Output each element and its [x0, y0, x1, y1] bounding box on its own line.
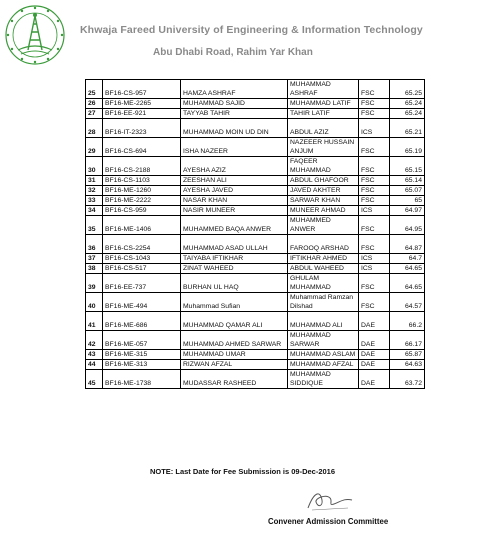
- university-address: Abu Dhabi Road, Rahim Yar Khan: [153, 47, 313, 58]
- marks-cell: 65.24: [390, 99, 425, 109]
- qualification-cell: DAE: [359, 331, 390, 350]
- qualification-cell: FSC: [359, 176, 390, 186]
- qualification-cell: ICS: [359, 206, 390, 216]
- table-row: [86, 216, 425, 235]
- table-row: [86, 370, 425, 389]
- qualification-cell: FSC: [359, 99, 390, 109]
- student-name-cell: BURHAN UL HAQ: [181, 274, 288, 293]
- qualification-cell: DAE: [359, 370, 390, 389]
- table-row: [86, 206, 425, 216]
- father-name-cell: MUHAMMAD SIDDIQUE: [288, 370, 359, 389]
- father-name-cell: MUHAMMAD ASHRAF: [288, 80, 359, 99]
- table-row: [86, 80, 425, 99]
- convener-title: Convener Admission Committee: [268, 517, 389, 526]
- serial-number-cell: 39: [86, 274, 103, 293]
- qualification-cell: DAE: [359, 360, 390, 370]
- marks-cell: 65.24: [390, 109, 425, 119]
- marks-cell: 64.65: [390, 264, 425, 274]
- student-name-cell: MUHAMMAD AHMED SARWAR: [181, 331, 288, 350]
- serial-number-cell: 36: [86, 235, 103, 254]
- roll-number-cell: BF16-ME-313: [103, 360, 181, 370]
- serial-number-cell: 26: [86, 99, 103, 109]
- qualification-cell: ICS: [359, 254, 390, 264]
- father-name-cell: MUHAMMAD SARWAR: [288, 331, 359, 350]
- serial-number-cell: 37: [86, 254, 103, 264]
- marks-cell: 65.14: [390, 176, 425, 186]
- qualification-cell: FSC: [359, 109, 390, 119]
- father-name-cell: SARWAR KHAN: [288, 196, 359, 206]
- father-name-cell: FAROOQ ARSHAD: [288, 235, 359, 254]
- roll-number-cell: BF16-EE-737: [103, 274, 181, 293]
- qualification-cell: ICS: [359, 119, 390, 138]
- marks-cell: 64.87: [390, 235, 425, 254]
- qualification-cell: FSC: [359, 293, 390, 312]
- qualification-cell: FSC: [359, 80, 390, 99]
- university-name: Khwaja Fareed University of Engineering & Information Technology: [80, 24, 423, 36]
- student-name-cell: ISHA NAZEER: [181, 138, 288, 157]
- marks-cell: 65.15: [390, 157, 425, 176]
- marks-cell: 65.19: [390, 138, 425, 157]
- serial-number-cell: 35: [86, 216, 103, 235]
- table-row: [86, 274, 425, 293]
- table-row: [86, 235, 425, 254]
- serial-number-cell: 41: [86, 312, 103, 331]
- marks-cell: 64.57: [390, 293, 425, 312]
- roll-number-cell: BF16-ME-2222: [103, 196, 181, 206]
- qualification-cell: FSC: [359, 235, 390, 254]
- serial-number-cell: 34: [86, 206, 103, 216]
- table-row: [86, 293, 425, 312]
- merit-list-table: [85, 79, 425, 389]
- serial-number-cell: 31: [86, 176, 103, 186]
- marks-cell: 64.97: [390, 206, 425, 216]
- serial-number-cell: 29: [86, 138, 103, 157]
- qualification-cell: DAE: [359, 350, 390, 360]
- table-row: [86, 119, 425, 138]
- roll-number-cell: BF16-ME-2265: [103, 99, 181, 109]
- marks-cell: 63.72: [390, 370, 425, 389]
- roll-number-cell: BF16-CS-1103: [103, 176, 181, 186]
- table-row: [86, 99, 425, 109]
- merit-list-body: [86, 80, 425, 389]
- student-name-cell: TAYYAB TAHIR: [181, 109, 288, 119]
- table-row: [86, 109, 425, 119]
- serial-number-cell: 43: [86, 350, 103, 360]
- qualification-cell: ICS: [359, 264, 390, 274]
- father-name-cell: GHULAM MUHAMMAD: [288, 274, 359, 293]
- student-name-cell: MUHAMMAD SAJID: [181, 99, 288, 109]
- father-name-cell: MUHAMMAD AFZAL: [288, 360, 359, 370]
- roll-number-cell: BF16-ME-057: [103, 331, 181, 350]
- serial-number-cell: 45: [86, 370, 103, 389]
- father-name-cell: ABDUL GHAFOOR: [288, 176, 359, 186]
- fee-note: NOTE: Last Date for Fee Submission is 09-Dec-2016: [149, 467, 336, 476]
- student-name-cell: MUHAMMAD ASAD ULLAH: [181, 235, 288, 254]
- father-name-cell: MUHAMMAD ASLAM: [288, 350, 359, 360]
- table-row: [86, 138, 425, 157]
- roll-number-cell: BF16-ME-1738: [103, 370, 181, 389]
- serial-number-cell: 30: [86, 157, 103, 176]
- qualification-cell: FSC: [359, 216, 390, 235]
- table-row: [86, 196, 425, 206]
- father-name-cell: NAZEEER HUSSAIN ANJUM: [288, 138, 359, 157]
- student-name-cell: AYESHA AZIZ: [181, 157, 288, 176]
- student-name-cell: ZINAT WAHEED: [181, 264, 288, 274]
- serial-number-cell: 38: [86, 264, 103, 274]
- father-name-cell: ABDUL AZIZ: [288, 119, 359, 138]
- father-name-cell: TAHIR LATIF: [288, 109, 359, 119]
- father-name-cell: MUHAMMAD LATIF: [288, 99, 359, 109]
- student-name-cell: NASIR MUNEER: [181, 206, 288, 216]
- marks-cell: 65.87: [390, 350, 425, 360]
- page-header: [0, 0, 485, 70]
- roll-number-cell: BF16-ME-315: [103, 350, 181, 360]
- serial-number-cell: 32: [86, 186, 103, 196]
- father-name-cell: MUHAMMAD ALI: [288, 312, 359, 331]
- serial-number-cell: 40: [86, 293, 103, 312]
- serial-number-cell: 33: [86, 196, 103, 206]
- roll-number-cell: BF16-CS-694: [103, 138, 181, 157]
- roll-number-cell: BF16-ME-686: [103, 312, 181, 331]
- signature-mark: [300, 488, 360, 514]
- roll-number-cell: BF16-CS-2254: [103, 235, 181, 254]
- table-row: [86, 186, 425, 196]
- student-name-cell: HAMZA ASHRAF: [181, 80, 288, 99]
- student-name-cell: MUHAMMAD MOIN UD DIN: [181, 119, 288, 138]
- serial-number-cell: 25: [86, 80, 103, 99]
- marks-cell: 65.21: [390, 119, 425, 138]
- student-name-cell: MUHAMMAD QAMAR ALI: [181, 312, 288, 331]
- table-row: [86, 360, 425, 370]
- marks-cell: 66.2: [390, 312, 425, 331]
- table-row: [86, 176, 425, 186]
- qualification-cell: FSC: [359, 186, 390, 196]
- student-name-cell: MUDASSAR RASHEED: [181, 370, 288, 389]
- table-row: [86, 350, 425, 360]
- table-row: [86, 331, 425, 350]
- roll-number-cell: BF16-ME-1406: [103, 216, 181, 235]
- father-name-cell: MUHAMMED ANWER: [288, 216, 359, 235]
- qualification-cell: FSC: [359, 138, 390, 157]
- marks-cell: 65.07: [390, 186, 425, 196]
- roll-number-cell: BF16-ME-1260: [103, 186, 181, 196]
- student-name-cell: AYESHA JAVED: [181, 186, 288, 196]
- qualification-cell: FSC: [359, 274, 390, 293]
- marks-cell: 64.95: [390, 216, 425, 235]
- roll-number-cell: BF16-CS-957: [103, 80, 181, 99]
- student-name-cell: MUHAMMAD UMAR: [181, 350, 288, 360]
- university-logo: [4, 4, 66, 66]
- qualification-cell: DAE: [359, 312, 390, 331]
- table-row: [86, 264, 425, 274]
- marks-cell: 66.17: [390, 331, 425, 350]
- serial-number-cell: 28: [86, 119, 103, 138]
- student-name-cell: NASAR KHAN: [181, 196, 288, 206]
- qualification-cell: FSC: [359, 157, 390, 176]
- marks-cell: 64.63: [390, 360, 425, 370]
- table-row: [86, 254, 425, 264]
- roll-number-cell: BF16-CS-959: [103, 206, 181, 216]
- marks-cell: 64.65: [390, 274, 425, 293]
- father-name-cell: Muhammad Ramzan Dilshad: [288, 293, 359, 312]
- father-name-cell: IFTIKHAR AHMED: [288, 254, 359, 264]
- student-name-cell: ZEESHAN ALI: [181, 176, 288, 186]
- father-name-cell: JAVED AKHTER: [288, 186, 359, 196]
- marks-cell: 65.25: [390, 80, 425, 99]
- roll-number-cell: BF16-CS-2188: [103, 157, 181, 176]
- roll-number-cell: BF16-IT-2323: [103, 119, 181, 138]
- qualification-cell: FSC: [359, 196, 390, 206]
- roll-number-cell: BF16-EE-921: [103, 109, 181, 119]
- student-name-cell: TAIYABA IFTIKHAR: [181, 254, 288, 264]
- roll-number-cell: BF16-CS-517: [103, 264, 181, 274]
- table-row: [86, 157, 425, 176]
- roll-number-cell: BF16-CS-1043: [103, 254, 181, 264]
- serial-number-cell: 42: [86, 331, 103, 350]
- student-name-cell: RIZWAN AFZAL: [181, 360, 288, 370]
- table-row: [86, 312, 425, 331]
- father-name-cell: MUNEER AHMAD: [288, 206, 359, 216]
- student-name-cell: MUHAMMED BAQA ANWER: [181, 216, 288, 235]
- marks-cell: 65: [390, 196, 425, 206]
- serial-number-cell: 27: [86, 109, 103, 119]
- father-name-cell: FAQEER MUHAMMAD: [288, 157, 359, 176]
- marks-cell: 64.7: [390, 254, 425, 264]
- roll-number-cell: BF16-ME-494: [103, 293, 181, 312]
- serial-number-cell: 44: [86, 360, 103, 370]
- father-name-cell: ABDUL WAHEED: [288, 264, 359, 274]
- student-name-cell: Muhammad Sufian: [181, 293, 288, 312]
